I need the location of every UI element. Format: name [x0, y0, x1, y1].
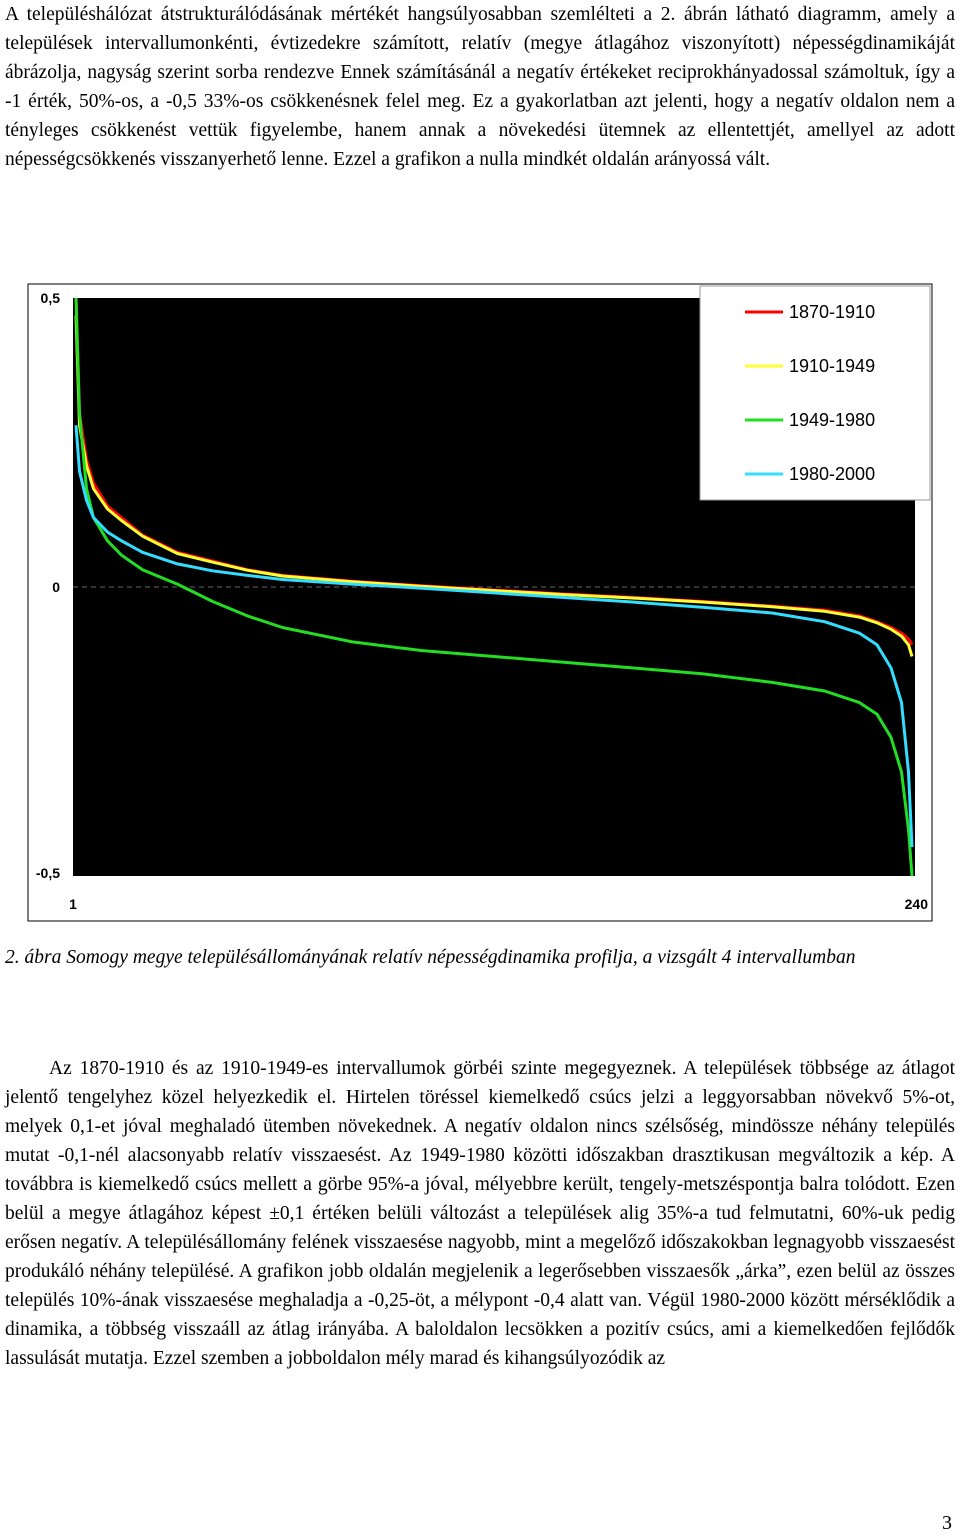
body-paragraph: Az 1870-1910 és az 1910-1949-es intervallumok görbéi szinte megegyeznek. A települések többsége az átlagot jelentő tengelyhez közel helyezkedik el. Hirtelen töréssel kiemelkedő csúcs jelzi a leggyorsabban növekvő 5%-ot, melyek 0,1-et jóval meghaladó ütemben növekednek. A negatív oldalon nincs szélsőség, mindössze néhány település mutat -0,1-nél alacsonyabb relatív visszaesést. Az 1949-1980 közötti időszakban drasztikusan megváltozik a kép. A továbbra is kiemelkedő csúcs mellett a görbe 95%-a jóval, mélyebbre került, tengely-metszéspontja balra tolódott. Ezen belül a megye átlagához képest ±0,1 értéken belüli változást a települések alig 35%-a tud felmutatni, 60%-uk pedig erősen negatív. A településállomány felének visszaesése nagyobb, mint a megelőző időszakokban legnagyobb visszaesést produkáló néhány településé. A grafikon jobb oldalán megjelenik a legerősebben visszaesők „árka”, ezen belül az összes település 10%-ának visszaesése meghaladja a -0,25-öt, a mélypont -0,4 alatt van. Végül 1980-2000 között mérséklődik a dinamika, a többség visszaáll az átlag irányába. A baloldalon lecsökken a pozitív csúcs, ami a kiemelkedően fejlődők lassulását mutatja. Ezzel szemben a jobboldalon mély marad és kihangsúlyozódik az [5, 1058, 955, 1369]
legend-entry: 1949-1980 [789, 410, 876, 430]
y-tick-label: 0,5 [40, 290, 60, 306]
y-tick-label: -0,5 [35, 865, 60, 881]
legend-entry: 1870-1910 [789, 302, 876, 322]
legend-entry: 1980-2000 [789, 464, 876, 484]
y-tick-label: 0 [52, 579, 60, 595]
intro-paragraph: A településhálózat átstrukturálódásának mértékét hangsúlyosabban szemlélteti a 2. ábrán látható diagramm, amely a települések intervallumonkénti, évtizedekre számított, relatív (megye átlagához viszonyított) népességdinamikáját ábrázolja, nagyság szerint sorba rendezve Ennek számításánál a negatív értékeket reciprokhányadossal számoltuk, így a -1 érték, 50%-os, a -0,5 33%-os csökkenésnek felel meg. Ez a gyakorlatban azt jelenti, hogy a negatív oldalon nem a tényleges csökkenést vettük figyelembe, hanem annak a növekedési ütemnek az ellentettjét, amellyel az adott népességcsökkenés visszanyerhető lenne. Ezzel a grafikon a nulla mindkét oldalán arányossá vált. [5, 4, 955, 170]
legend-entry: 1910-1949 [789, 356, 876, 376]
x-tick-label: 240 [904, 896, 928, 912]
page-number: 3 [942, 1512, 952, 1534]
x-tick-label: 1 [69, 896, 77, 912]
figure-caption: 2. ábra Somogy megye településállományának relatív népességdinamika profilja, a vizsgált 4 intervallumban [5, 947, 856, 968]
legend [700, 286, 930, 500]
relative-dynamics-chart [0, 278, 960, 928]
